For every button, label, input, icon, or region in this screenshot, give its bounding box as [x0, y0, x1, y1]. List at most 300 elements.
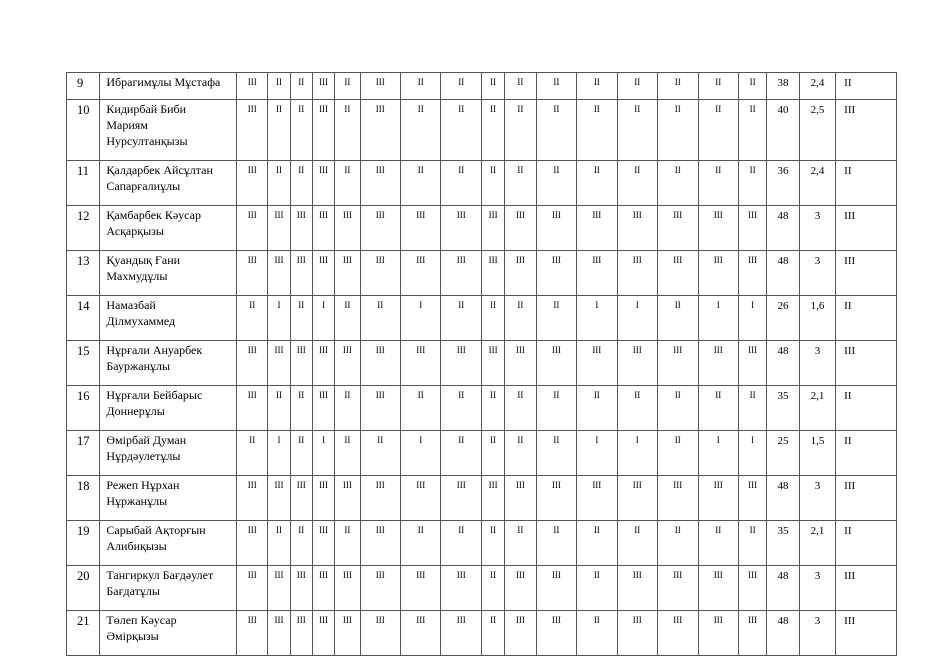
level-mark: III: [237, 161, 268, 206]
level-mark: II: [617, 73, 657, 100]
level-mark: III: [237, 251, 268, 296]
total-score: 25: [767, 431, 799, 476]
level-mark: I: [617, 431, 657, 476]
level-mark: III: [739, 476, 767, 521]
level-mark: II: [268, 386, 290, 431]
student-name-line: Қуандық Ғани: [106, 253, 181, 267]
level-mark: II: [617, 521, 657, 566]
table-row: [67, 431, 897, 476]
row-number: 18: [67, 476, 100, 521]
level-mark: I: [268, 431, 290, 476]
level-mark: II: [400, 161, 440, 206]
final-level: II: [836, 73, 897, 100]
total-score: 35: [767, 521, 799, 566]
level-mark: III: [505, 476, 536, 521]
level-mark: II: [237, 296, 268, 341]
level-mark: II: [505, 161, 536, 206]
level-mark: II: [290, 73, 312, 100]
level-mark: III: [400, 611, 440, 656]
level-mark: III: [441, 341, 481, 386]
level-mark: II: [441, 100, 481, 161]
level-mark: III: [237, 611, 268, 656]
level-mark: III: [505, 341, 536, 386]
row-number: 16: [67, 386, 100, 431]
student-name: [100, 431, 237, 476]
level-mark: II: [290, 161, 312, 206]
level-mark: III: [400, 251, 440, 296]
level-mark: III: [658, 341, 698, 386]
level-mark: III: [312, 611, 334, 656]
student-name-line: Асқарқызы: [106, 224, 164, 238]
final-level: III: [836, 100, 897, 161]
level-mark: I: [400, 431, 440, 476]
level-mark: III: [481, 341, 504, 386]
row-number: 11: [67, 161, 100, 206]
level-mark: III: [739, 251, 767, 296]
level-mark: II: [360, 296, 400, 341]
level-mark: II: [536, 296, 576, 341]
level-mark: III: [617, 251, 657, 296]
level-mark: III: [268, 251, 290, 296]
level-mark: II: [739, 386, 767, 431]
level-mark: III: [400, 341, 440, 386]
level-mark: II: [268, 521, 290, 566]
level-mark: III: [360, 476, 400, 521]
level-mark: II: [335, 521, 360, 566]
final-level: III: [836, 251, 897, 296]
student-name-line: Өмірбай Думан: [106, 433, 187, 447]
level-mark: III: [658, 611, 698, 656]
level-mark: III: [577, 251, 617, 296]
level-mark: II: [617, 386, 657, 431]
student-name-line: Доннерұлы: [106, 404, 165, 418]
level-mark: II: [290, 386, 312, 431]
level-mark: II: [658, 73, 698, 100]
student-name: [100, 296, 237, 341]
level-mark: II: [536, 521, 576, 566]
level-mark: III: [312, 206, 334, 251]
table-row: [67, 566, 897, 611]
final-level: III: [836, 611, 897, 656]
level-mark: III: [400, 476, 440, 521]
level-mark: III: [360, 611, 400, 656]
level-mark: III: [617, 611, 657, 656]
student-name-line: Сарыбай Ақторғын: [106, 523, 206, 537]
average-score: 1,5: [799, 431, 835, 476]
total-score: 48: [767, 611, 799, 656]
assessment-table: [66, 72, 897, 656]
level-mark: II: [441, 73, 481, 100]
level-mark: II: [481, 386, 504, 431]
level-mark: III: [237, 206, 268, 251]
student-name-line: Нұрғали Бейбарыс: [106, 388, 203, 402]
table-row: [67, 100, 897, 161]
level-mark: II: [290, 431, 312, 476]
level-mark: III: [237, 476, 268, 521]
level-mark: III: [290, 341, 312, 386]
total-score: 48: [767, 566, 799, 611]
level-mark: II: [481, 296, 504, 341]
average-score: 2,4: [799, 161, 835, 206]
level-mark: II: [335, 296, 360, 341]
level-mark: III: [237, 341, 268, 386]
level-mark: III: [617, 566, 657, 611]
level-mark: III: [739, 566, 767, 611]
level-mark: III: [335, 476, 360, 521]
table-row: [67, 251, 897, 296]
average-score: 3: [799, 341, 835, 386]
student-name-line: Әмірқызы: [106, 629, 159, 643]
final-level: III: [836, 476, 897, 521]
level-mark: III: [335, 566, 360, 611]
level-mark: III: [268, 206, 290, 251]
level-mark: II: [400, 73, 440, 100]
level-mark: II: [481, 431, 504, 476]
student-name: [100, 476, 237, 521]
final-level: II: [836, 431, 897, 476]
row-number: 15: [67, 341, 100, 386]
level-mark: II: [698, 100, 738, 161]
student-name-line: Нұржанұлы: [106, 494, 168, 508]
level-mark: II: [268, 100, 290, 161]
final-level: III: [836, 341, 897, 386]
level-mark: III: [360, 566, 400, 611]
level-mark: III: [290, 251, 312, 296]
level-mark: III: [658, 206, 698, 251]
level-mark: III: [312, 341, 334, 386]
level-mark: III: [312, 386, 334, 431]
student-name: [100, 206, 237, 251]
total-score: 38: [767, 73, 799, 100]
level-mark: I: [577, 431, 617, 476]
row-number: 10: [67, 100, 100, 161]
row-number: 20: [67, 566, 100, 611]
table-row: [67, 161, 897, 206]
level-mark: II: [505, 100, 536, 161]
final-level: II: [836, 521, 897, 566]
average-score: 3: [799, 566, 835, 611]
level-mark: III: [360, 206, 400, 251]
level-mark: III: [441, 611, 481, 656]
level-mark: III: [536, 341, 576, 386]
student-name-line: Қамбарбек Кәусар: [106, 208, 201, 222]
average-score: 2,1: [799, 386, 835, 431]
level-mark: III: [536, 251, 576, 296]
student-name-line: Сапарғалиұлы: [106, 179, 181, 193]
level-mark: II: [481, 73, 504, 100]
student-name-line: Нурсултанқызы: [106, 134, 188, 148]
level-mark: III: [441, 476, 481, 521]
level-mark: II: [739, 521, 767, 566]
average-score: 2,1: [799, 521, 835, 566]
final-level: II: [836, 296, 897, 341]
level-mark: III: [617, 476, 657, 521]
total-score: 48: [767, 206, 799, 251]
average-score: 3: [799, 611, 835, 656]
row-number: 12: [67, 206, 100, 251]
level-mark: III: [268, 566, 290, 611]
level-mark: II: [505, 296, 536, 341]
level-mark: III: [617, 341, 657, 386]
level-mark: III: [360, 386, 400, 431]
level-mark: II: [658, 296, 698, 341]
level-mark: III: [441, 251, 481, 296]
level-mark: III: [360, 521, 400, 566]
level-mark: II: [335, 100, 360, 161]
level-mark: I: [698, 431, 738, 476]
level-mark: III: [360, 341, 400, 386]
final-level: III: [836, 206, 897, 251]
student-name-line: Төлеп Кәусар: [106, 613, 177, 627]
level-mark: III: [312, 566, 334, 611]
total-score: 48: [767, 476, 799, 521]
level-mark: III: [237, 566, 268, 611]
table-row: [67, 611, 897, 656]
level-mark: II: [698, 521, 738, 566]
table-row: [67, 296, 897, 341]
student-name-line: Ибрагимұлы Мұстафа: [106, 75, 221, 89]
student-name-line: Тангиркул Бағдәулет: [106, 568, 214, 582]
level-mark: II: [441, 431, 481, 476]
table-body: [67, 73, 897, 656]
level-mark: III: [237, 73, 268, 100]
level-mark: II: [441, 386, 481, 431]
level-mark: III: [698, 476, 738, 521]
level-mark: II: [505, 386, 536, 431]
student-name-line: Нұрғали Ануарбек: [106, 343, 203, 357]
level-mark: II: [481, 100, 504, 161]
level-mark: III: [698, 611, 738, 656]
level-mark: II: [698, 73, 738, 100]
level-mark: III: [658, 566, 698, 611]
level-mark: III: [658, 251, 698, 296]
level-mark: III: [312, 476, 334, 521]
student-name-line: Режеп Нұрхан: [106, 478, 180, 492]
student-name: [100, 161, 237, 206]
level-mark: II: [577, 73, 617, 100]
row-number: 19: [67, 521, 100, 566]
level-mark: II: [335, 386, 360, 431]
student-name-line: Ділмухаммед: [106, 314, 176, 328]
row-number: 21: [67, 611, 100, 656]
level-mark: III: [400, 206, 440, 251]
level-mark: III: [360, 251, 400, 296]
level-mark: II: [577, 161, 617, 206]
level-mark: III: [290, 611, 312, 656]
level-mark: III: [290, 206, 312, 251]
level-mark: III: [237, 386, 268, 431]
total-score: 26: [767, 296, 799, 341]
student-name: [100, 521, 237, 566]
level-mark: II: [481, 161, 504, 206]
level-mark: III: [290, 566, 312, 611]
total-score: 48: [767, 251, 799, 296]
level-mark: III: [481, 206, 504, 251]
level-mark: II: [290, 100, 312, 161]
student-name: [100, 73, 237, 100]
level-mark: II: [335, 73, 360, 100]
level-mark: III: [237, 521, 268, 566]
level-mark: III: [312, 73, 334, 100]
average-score: 3: [799, 206, 835, 251]
level-mark: III: [268, 611, 290, 656]
average-score: 3: [799, 251, 835, 296]
level-mark: II: [441, 521, 481, 566]
level-mark: III: [505, 566, 536, 611]
table-row: [67, 476, 897, 521]
student-name: [100, 251, 237, 296]
student-name: [100, 100, 237, 161]
table-row: [67, 521, 897, 566]
level-mark: III: [360, 161, 400, 206]
level-mark: I: [400, 296, 440, 341]
level-mark: III: [237, 100, 268, 161]
level-mark: II: [441, 296, 481, 341]
table-row: [67, 206, 897, 251]
level-mark: II: [505, 73, 536, 100]
level-mark: III: [312, 521, 334, 566]
level-mark: II: [536, 100, 576, 161]
level-mark: III: [335, 341, 360, 386]
level-mark: II: [290, 296, 312, 341]
final-level: II: [836, 161, 897, 206]
level-mark: II: [739, 161, 767, 206]
level-mark: II: [577, 611, 617, 656]
final-level: II: [836, 386, 897, 431]
student-name-line: Алибиқызы: [106, 539, 167, 553]
level-mark: II: [237, 431, 268, 476]
student-name: [100, 566, 237, 611]
student-name-line: Қалдарбек Айсұлтан: [106, 163, 213, 177]
level-mark: III: [360, 73, 400, 100]
level-mark: III: [268, 476, 290, 521]
level-mark: III: [658, 476, 698, 521]
level-mark: II: [617, 100, 657, 161]
level-mark: II: [290, 521, 312, 566]
level-mark: II: [536, 161, 576, 206]
level-mark: III: [312, 251, 334, 296]
level-mark: II: [739, 100, 767, 161]
level-mark: III: [481, 476, 504, 521]
total-score: 48: [767, 341, 799, 386]
level-mark: II: [698, 161, 738, 206]
level-mark: III: [739, 611, 767, 656]
level-mark: III: [505, 206, 536, 251]
level-mark: II: [400, 386, 440, 431]
level-mark: II: [698, 386, 738, 431]
level-mark: III: [441, 566, 481, 611]
level-mark: I: [617, 296, 657, 341]
level-mark: I: [698, 296, 738, 341]
level-mark: III: [335, 611, 360, 656]
level-mark: III: [400, 566, 440, 611]
level-mark: II: [577, 100, 617, 161]
student-name-line: Бағдатұлы: [106, 584, 160, 598]
level-mark: III: [312, 161, 334, 206]
student-name-line: Кидирбай Биби: [106, 102, 187, 116]
level-mark: III: [536, 206, 576, 251]
level-mark: II: [481, 566, 504, 611]
final-level: III: [836, 566, 897, 611]
level-mark: III: [312, 100, 334, 161]
level-mark: III: [505, 611, 536, 656]
table-row: [67, 73, 897, 100]
level-mark: II: [536, 431, 576, 476]
level-mark: I: [739, 296, 767, 341]
average-score: 3: [799, 476, 835, 521]
level-mark: III: [268, 341, 290, 386]
student-name: [100, 341, 237, 386]
level-mark: II: [481, 611, 504, 656]
level-mark: II: [536, 73, 576, 100]
student-name-line: Мариям: [106, 118, 148, 132]
level-mark: II: [335, 161, 360, 206]
level-mark: III: [698, 566, 738, 611]
row-number: 9: [67, 73, 100, 100]
level-mark: II: [658, 431, 698, 476]
total-score: 36: [767, 161, 799, 206]
student-name: [100, 386, 237, 431]
row-number: 17: [67, 431, 100, 476]
level-mark: III: [481, 251, 504, 296]
level-mark: II: [617, 161, 657, 206]
level-mark: III: [617, 206, 657, 251]
total-score: 35: [767, 386, 799, 431]
level-mark: I: [739, 431, 767, 476]
level-mark: I: [312, 431, 334, 476]
level-mark: III: [536, 566, 576, 611]
average-score: 1,6: [799, 296, 835, 341]
row-number: 14: [67, 296, 100, 341]
level-mark: III: [505, 251, 536, 296]
level-mark: III: [335, 206, 360, 251]
level-mark: III: [441, 206, 481, 251]
level-mark: I: [577, 296, 617, 341]
level-mark: II: [505, 431, 536, 476]
level-mark: III: [577, 476, 617, 521]
level-mark: II: [658, 161, 698, 206]
level-mark: II: [577, 386, 617, 431]
level-mark: I: [268, 296, 290, 341]
level-mark: II: [658, 100, 698, 161]
average-score: 2,4: [799, 73, 835, 100]
level-mark: III: [698, 206, 738, 251]
level-mark: II: [577, 566, 617, 611]
student-name-line: Намазбай: [106, 298, 156, 312]
level-mark: III: [698, 251, 738, 296]
level-mark: II: [335, 431, 360, 476]
level-mark: II: [441, 161, 481, 206]
level-mark: II: [360, 431, 400, 476]
level-mark: III: [536, 611, 576, 656]
level-mark: II: [481, 521, 504, 566]
level-mark: II: [400, 521, 440, 566]
student-name-line: Махмудұлы: [106, 269, 168, 283]
level-mark: III: [698, 341, 738, 386]
level-mark: II: [577, 521, 617, 566]
student-name: [100, 611, 237, 656]
total-score: 40: [767, 100, 799, 161]
average-score: 2,5: [799, 100, 835, 161]
level-mark: II: [536, 386, 576, 431]
level-mark: II: [658, 386, 698, 431]
level-mark: II: [268, 73, 290, 100]
student-name-line: Нұрдәулетұлы: [106, 449, 181, 463]
level-mark: III: [577, 206, 617, 251]
student-name-line: Бауржанұлы: [106, 359, 171, 373]
level-mark: I: [312, 296, 334, 341]
level-mark: II: [739, 73, 767, 100]
